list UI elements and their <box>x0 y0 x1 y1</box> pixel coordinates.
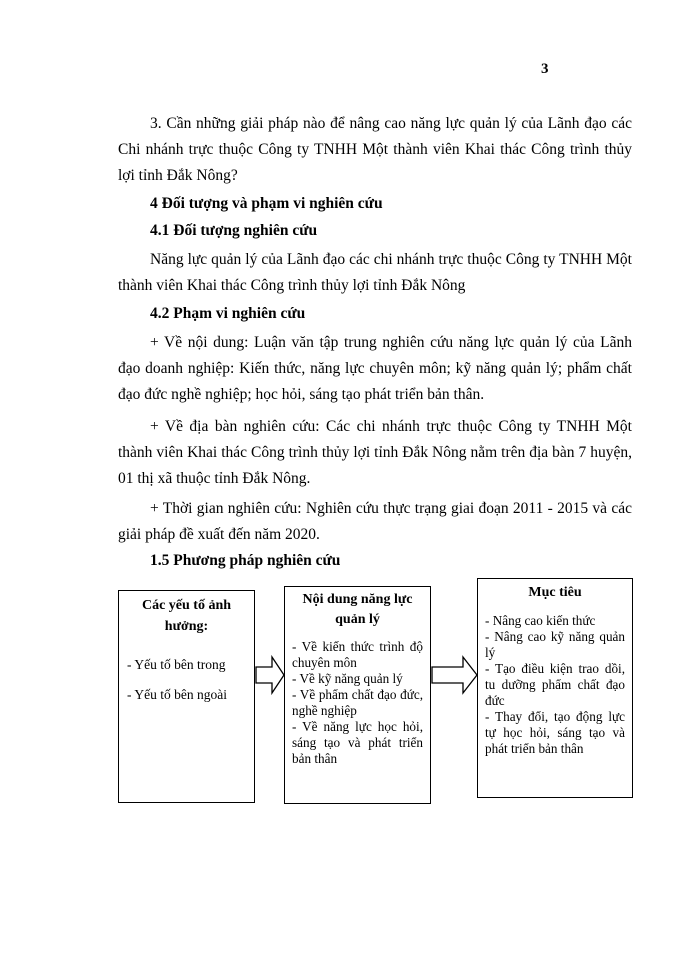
content-box <box>284 586 431 804</box>
content-item: - Về kỹ năng quản lý <box>292 671 403 686</box>
arrow-right-icon <box>431 655 479 695</box>
content-item: - Về kiến thức trình độ chuyên môn <box>292 639 423 670</box>
goals-box <box>477 578 633 798</box>
goals-box-title: Mục tiêu <box>528 585 582 600</box>
factors-box-title: Các yếu tố ảnh hưởng: <box>141 598 232 634</box>
heading-1-5: 1.5 Phương pháp nghiên cứu <box>150 552 341 569</box>
heading-4: 4 Đối tượng và phạm vi nghiên cứu <box>150 195 383 212</box>
question-3: 3. Cần những giải pháp nào để nâng cao năng lực quản lý của Lãnh đạo các Chi nhánh trực thuộc Công ty TNHH Một thành viên Khai thác Công trình thủy lợi tỉnh Đắk Nông? <box>118 115 632 184</box>
content-box-title: Nội dung năng lực quản lý <box>302 592 413 627</box>
content-item: - Về phẩm chất đạo đức, nghề nghiệp <box>292 687 423 718</box>
heading-4-2: 4.2 Phạm vi nghiên cứu <box>150 305 306 322</box>
goals-item: - Nâng cao kiến thức <box>485 613 596 628</box>
content-item: - Về năng lực học hỏi, sáng tạo và phát triển bản thân <box>292 719 423 766</box>
paragraph-content-scope: + Về nội dung: Luận văn tập trung nghiên cứu năng lực quản lý của Lãnh đạo doanh nghiệp: Kiến thức, năng lực chuyên môn; kỹ năng quản lý; phẩm chất đạo đức nghề nghiệp; học hỏi, sáng tạo phát triển bản thân. <box>118 334 632 403</box>
goals-item: - Tạo điều kiện trao dồi, tu dưỡng phẩm chất đạo đức <box>485 661 625 708</box>
heading-4-1: 4.1 Đối tượng nghiên cứu <box>150 222 318 239</box>
paragraph-time-scope: + Thời gian nghiên cứu: Nghiên cứu thực trạng giai đoạn 2011 - 2015 và các giải pháp đề xuất đến năm 2020. <box>118 500 632 543</box>
page-number: 3 <box>541 61 549 77</box>
paragraph-area-scope: + Về địa bàn nghiên cứu: Các chi nhánh trực thuộc Công ty TNHH Một thành viên Khai thác Công trình thủy lợi tỉnh Đắk Nông nằm trên địa bàn 7 huyện, 01 thị xã thuộc tỉnh Đắk Nông. <box>118 418 632 487</box>
factors-item: - Yếu tố bên ngoài <box>127 687 227 702</box>
goals-item: - Thay đổi, tạo động lực tự học hỏi, sáng tạo và phát triển bản thân <box>485 709 625 756</box>
factors-item: - Yếu tố bên trong <box>127 657 226 672</box>
paragraph-4-1: Năng lực quản lý của Lãnh đạo các chi nhánh trực thuộc Công ty TNHH Một thành viên Khai thác Công trình thủy lợi tỉnh Đắk Nông <box>118 251 632 294</box>
goals-item: - Nâng cao kỹ năng quản lý <box>485 629 625 660</box>
arrow-right-icon <box>255 655 285 695</box>
factors-box <box>118 590 255 803</box>
